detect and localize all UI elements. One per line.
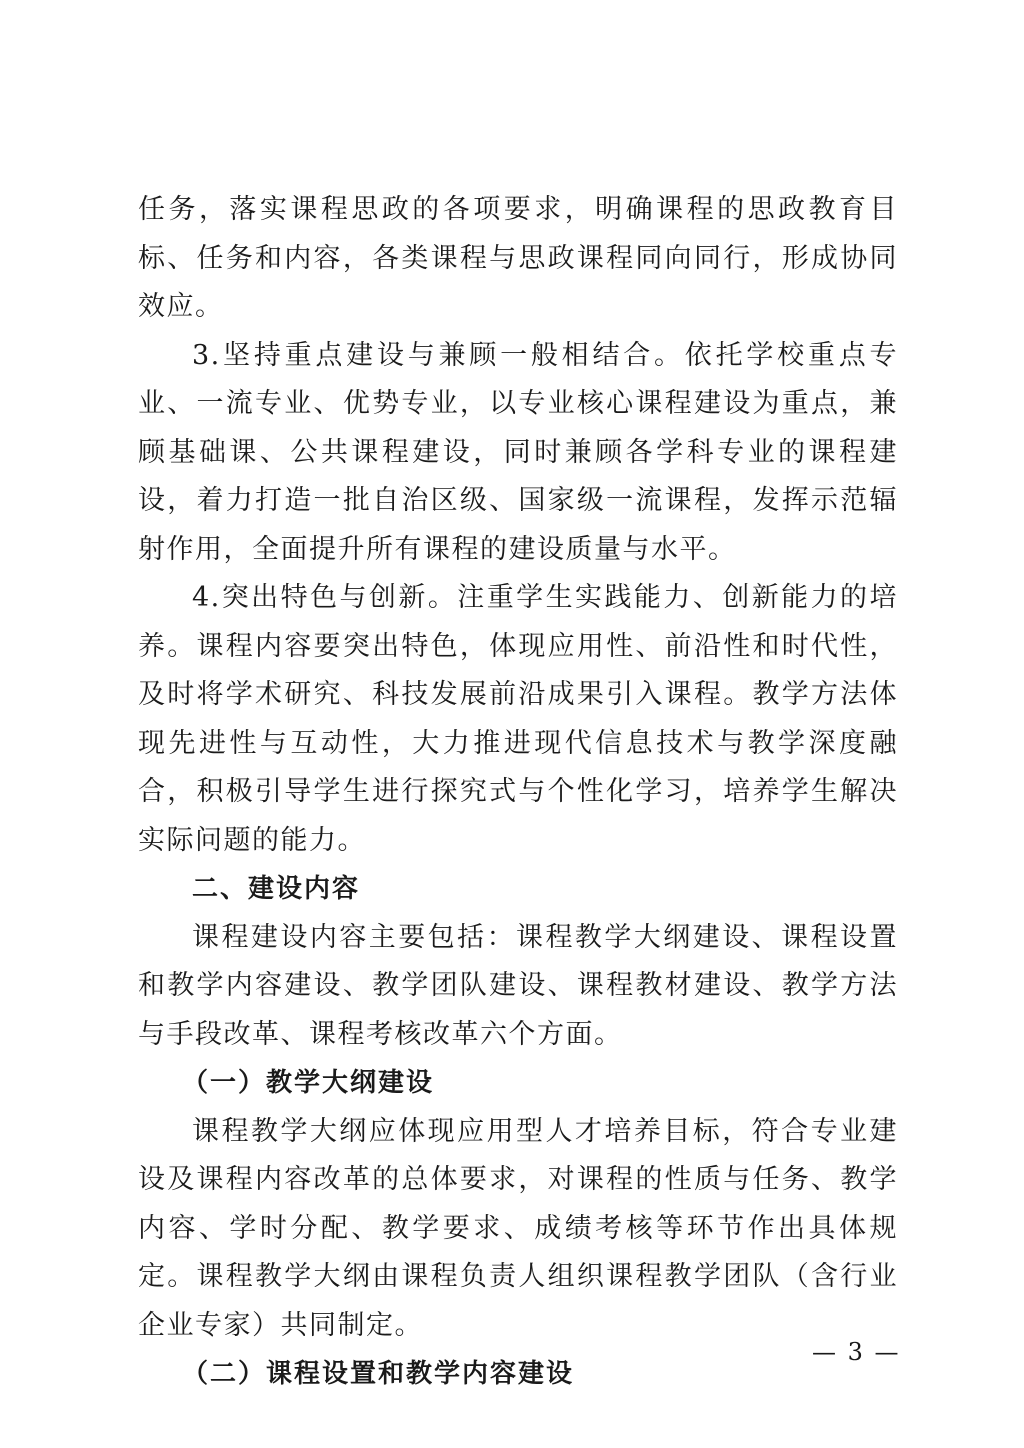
document-body — [138, 186, 898, 1399]
paragraph-principle-4: 4.突出特色与创新。注重学生实践能力、创新能力的培养。课程内容要突出特色，体现应用性、前沿性和时代性，及时将学术研究、科技发展前沿成果引入课程。教学方法体现先进性与互动性，大力推进现代信息技术与教学深度融合，积极引导学生进行探究式与个性化学习，培养学生解决实际问题的能力。 — [138, 582, 898, 856]
page-number: — 3 — — [812, 1338, 901, 1366]
section-heading-construction-content: 二、建设内容 — [192, 874, 361, 904]
subsection-heading-syllabus: （一）教学大纲建设 — [182, 1068, 435, 1098]
paragraph-continued: 任务，落实课程思政的各项要求，明确课程的思政教育目标、任务和内容，各类课程与思政课程同向同行，形成协同效应。 — [138, 194, 898, 322]
paragraph-principle-3: 3.坚持重点建设与兼顾一般相结合。依托学校重点专业、一流专业、优势专业，以专业核心课程建设为重点，兼顾基础课、公共课程建设，同时兼顾各学科专业的课程建设，着力打造一批自治区级、国家级一流课程，发挥示范辐射作用，全面提升所有课程的建设质量与水平。 — [138, 339, 898, 565]
paragraph-construction-intro: 课程建设内容主要包括：课程教学大纲建设、课程设置和教学内容建设、教学团队建设、课程教材建设、教学方法与手段改革、课程考核改革六个方面。 — [138, 921, 898, 1050]
paragraph-syllabus: 课程教学大纲应体现应用型人才培养目标，符合专业建设及课程内容改革的总体要求，对课程的性质与任务、教学内容、学时分配、教学要求、成绩考核等环节作出具体规定。课程教学大纲由课程负责人组织课程教学团队（含行业企业专家）共同制定。 — [138, 1115, 898, 1341]
subsection-heading-curriculum: （二）课程设置和教学内容建设 — [182, 1359, 575, 1389]
